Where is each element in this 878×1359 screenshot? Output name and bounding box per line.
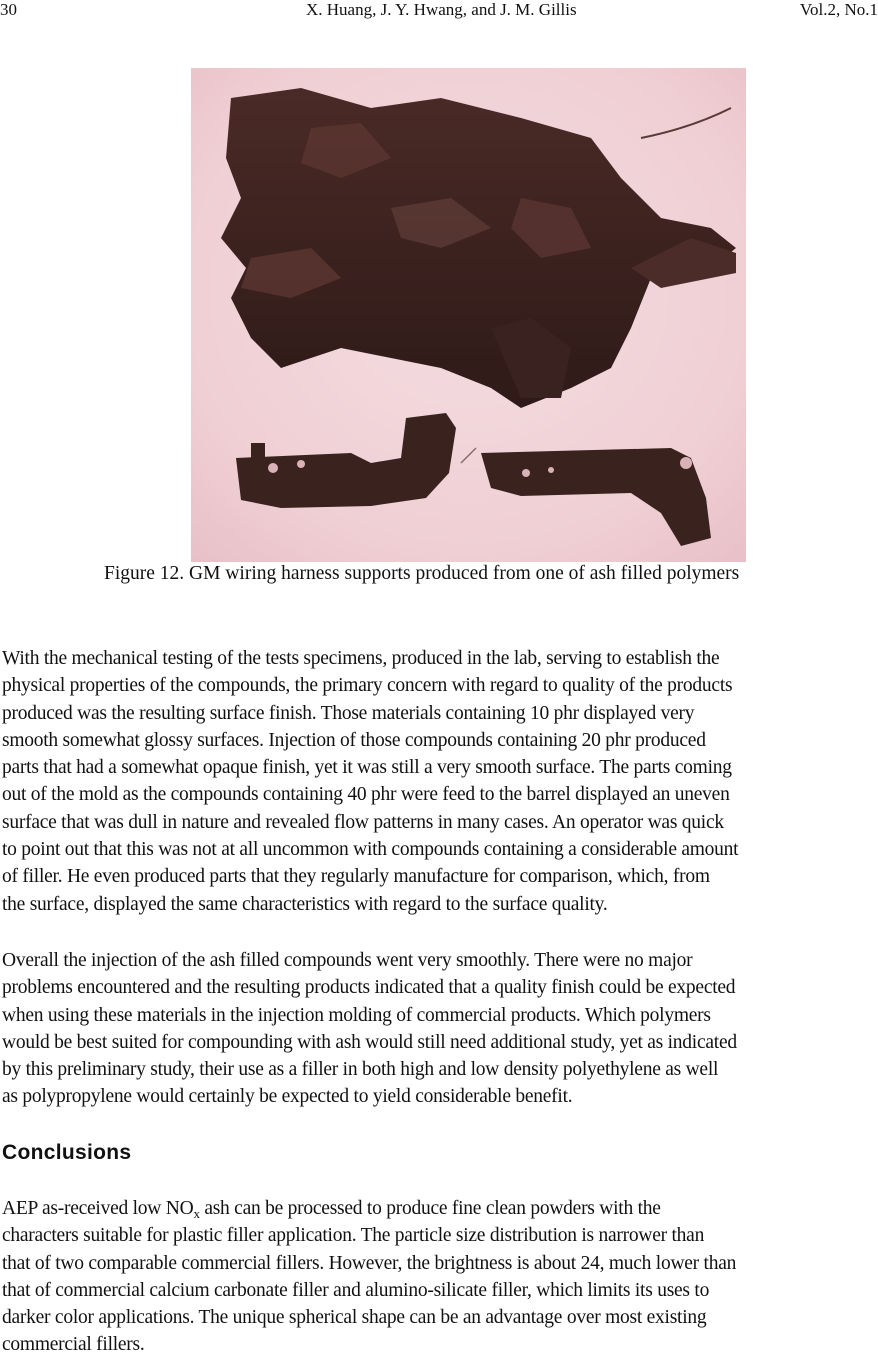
text-line: parts that had a somewhat opaque finish, yet it was still a very smooth surface. The parts coming (2, 757, 732, 779)
text-line: that of two comparable commercial fillers. However, the brightness is about 24, much lower than (2, 1252, 737, 1274)
text-line: characters suitable for plastic filler application. The particle size distribution is narrower than (2, 1225, 705, 1247)
text-line: surface that was dull in nature and revealed flow patterns in many cases. An operator was quick (2, 811, 724, 833)
text-line: the surface, displayed the same characteristics with regard to the surface quality. (2, 893, 608, 915)
text-line: smooth somewhat glossy surfaces. Injection of those compounds containing 20 phr produced (2, 729, 706, 751)
text-line: produced was the resulting surface finish. Those materials containing 10 phr displayed very (2, 702, 695, 724)
text-line: when using these materials in the injection molding of commercial products. Which polymers (2, 1004, 711, 1026)
text-line: physical properties of the compounds, the primary concern with regard to quality of the products (2, 675, 733, 697)
text-line: as polypropylene would certainly be expected to yield considerable benefit. (2, 1086, 573, 1108)
text-line: would be best suited for compounding with ash would still need additional study, yet as indicated (2, 1031, 737, 1053)
page-number: 30 (0, 0, 17, 19)
text-line: to point out that this was not at all uncommon with compounds containing a considerable amount (2, 839, 739, 861)
paragraph-surface-finish (2, 645, 872, 918)
paragraph-injection-summary (2, 947, 872, 1111)
text-line: Overall the injection of the ash filled compounds went very smoothly. There were no major (2, 950, 693, 971)
text-fragment: ash can be processed to produce fine clean powders with the (199, 1198, 661, 1219)
text-fragment: AEP as-received low NO (2, 1198, 194, 1219)
text-line: that of commercial calcium carbonate filler and alumino-silicate filler, which limits its uses to (2, 1279, 710, 1301)
text-line: commercial fillers. (2, 1334, 145, 1356)
text-line: problems encountered and the resulting products indicated that a quality finish could be expected (2, 977, 736, 999)
running-header (0, 0, 878, 24)
text-line: of filler. He even produced parts that they regularly manufacture for comparison, which, from (2, 866, 710, 888)
text-line: out of the mold as the compounds containing 40 phr were feed to the barrel displayed an uneven (2, 784, 730, 806)
header-authors: X. Huang, J. Y. Hwang, and J. M. Gillis (306, 0, 577, 19)
text-line: With the mechanical testing of the tests specimens, produced in the lab, serving to establish the (2, 648, 720, 669)
subscript-x: x (193, 1206, 200, 1221)
figure-photo-wiring-harness-supports (191, 68, 746, 562)
figure-caption: Figure 12. GM wiring harness supports produced from one of ash filled polymers (104, 563, 740, 584)
paragraph-conclusions (2, 1195, 872, 1359)
text-line (2, 1195, 872, 1222)
text-line: darker color applications. The unique spherical shape can be an advantage over most existing (2, 1307, 707, 1329)
text-line: by this preliminary study, their use as a filler in both high and low density polyethylene as well (2, 1059, 719, 1081)
header-volume: Vol.2, No.1 (799, 0, 878, 19)
section-heading-conclusions: Conclusions (2, 1141, 132, 1164)
